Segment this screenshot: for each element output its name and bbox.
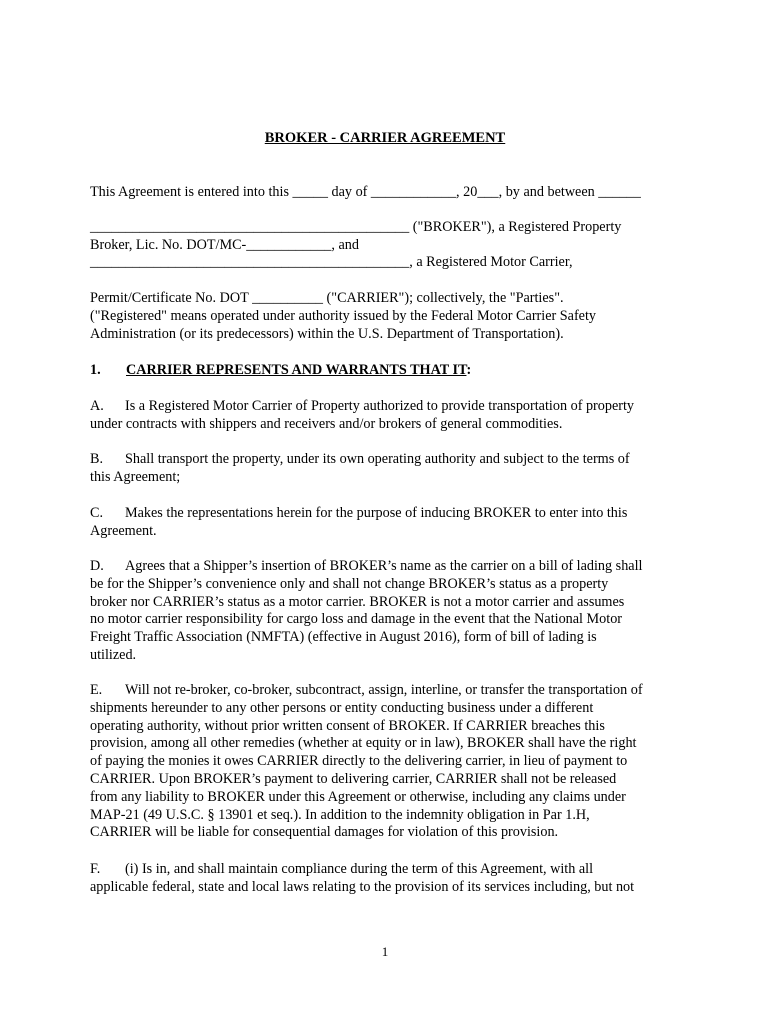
- intro-line: _____________________________________________ ("BROKER"), a Registered Property: [90, 218, 622, 235]
- paragraph-d: [90, 558, 685, 665]
- paragraph-line: applicable federal, state and local laws relating to the provision of its services including, but not: [90, 878, 635, 895]
- paragraph-label: E.: [90, 682, 103, 698]
- paragraph-line: shipments hereunder to any other persons or entity conducting business under a different: [90, 699, 594, 716]
- paragraph-a: [90, 398, 685, 434]
- paragraph-b: [90, 451, 685, 487]
- paragraph-line: CARRIER. Upon BROKER’s payment to delivering carrier, CARRIER shall not be released: [90, 770, 617, 787]
- permit-line: Permit/Certificate No. DOT __________ ("CARRIER"); collectively, the "Parties".: [90, 290, 564, 306]
- paragraph-label: F.: [90, 861, 101, 877]
- paragraph-label: A.: [90, 398, 104, 414]
- paragraph-line: provision, among all other remedies (whether at equity or in law), BROKER shall have the right: [90, 735, 637, 752]
- paragraph-line: utilized.: [90, 646, 137, 663]
- paragraph-line: C. Makes the representations herein for the purpose of inducing BROKER to enter into this: [90, 505, 628, 521]
- paragraph-line: operating authority, without prior written consent of BROKER. If CARRIER breaches this: [90, 717, 605, 734]
- intro-line: _____________________________________________, a Registered Motor Carrier,: [90, 254, 573, 271]
- paragraph-line: Freight Traffic Association (NMFTA) (effective in August 2016), form of bill of lading is: [90, 629, 597, 646]
- permit-line: ("Registered" means operated under authority issued by the Federal Motor Carrier Safety: [90, 307, 597, 324]
- page-number: 1: [381, 944, 389, 959]
- paragraph-line: F. (i) Is in, and shall maintain compliance during the term of this Agreement, with all: [90, 861, 594, 877]
- paragraph-c: [90, 505, 685, 541]
- paragraph-line: from any liability to BROKER under this Agreement or otherwise, including any claims under: [90, 788, 626, 805]
- paragraph-line: A. Is a Registered Motor Carrier of Property authorized to provide transportation of property: [90, 398, 635, 414]
- paragraph-line: MAP-21 (49 U.S.C. § 13901 et seq.). In addition to the indemnity obligation in Par 1.H,: [90, 806, 590, 823]
- paragraph-line: CARRIER will be liable for consequential damages for violation of this provision.: [90, 824, 559, 841]
- paragraph-line: this Agreement;: [90, 468, 181, 485]
- section-1-heading: [90, 362, 685, 380]
- paragraph-line: no motor carrier responsibility for cargo loss and damage in the event that the National Motor: [90, 611, 623, 628]
- section-number: 1.: [90, 362, 101, 378]
- paragraph-line: D. Agrees that a Shipper’s insertion of BROKER’s name as the carrier on a bill of lading shall: [90, 558, 643, 574]
- paragraph-line: E. Will not re-broker, co-broker, subcontract, assign, interline, or transfer the transportation of: [90, 682, 643, 698]
- permit-line: Administration (or its predecessors) within the U.S. Department of Transportation).: [90, 325, 564, 342]
- paragraph-line: of paying the monies it owes CARRIER directly to the delivering carrier, in lieu of payment to: [90, 753, 628, 770]
- paragraph-line: be for the Shipper’s convenience only and shall not change BROKER’s status as a property: [90, 575, 609, 592]
- intro-paragraph: [90, 184, 685, 272]
- paragraph-label: B.: [90, 451, 104, 467]
- paragraph-line: under contracts with shippers and receivers and/or brokers of general commodities.: [90, 415, 563, 432]
- paragraph-line: broker nor CARRIER’s status as a motor carrier. BROKER is not a motor carrier and assumes: [90, 593, 625, 610]
- paragraph-line: B. Shall transport the property, under its own operating authority and subject to the terms of: [90, 451, 630, 467]
- intro-line: This Agreement is entered into this _____ day of ____________, 20___, by and between ______: [90, 184, 641, 200]
- paragraph-label: D.: [90, 558, 104, 574]
- paragraph-line: Agreement.: [90, 522, 157, 539]
- section-heading-text: CARRIER REPRESENTS AND WARRANTS THAT IT: [126, 362, 467, 378]
- paragraph-label: C.: [90, 505, 104, 521]
- intro-line: Broker, Lic. No. DOT/MC-____________, and: [90, 236, 359, 253]
- section-heading-suffix: :: [466, 362, 472, 378]
- permit-paragraph: [90, 290, 685, 343]
- document-title: BROKER - CARRIER AGREEMENT: [264, 130, 506, 146]
- paragraph-e: [90, 682, 685, 842]
- paragraph-f: [90, 861, 685, 897]
